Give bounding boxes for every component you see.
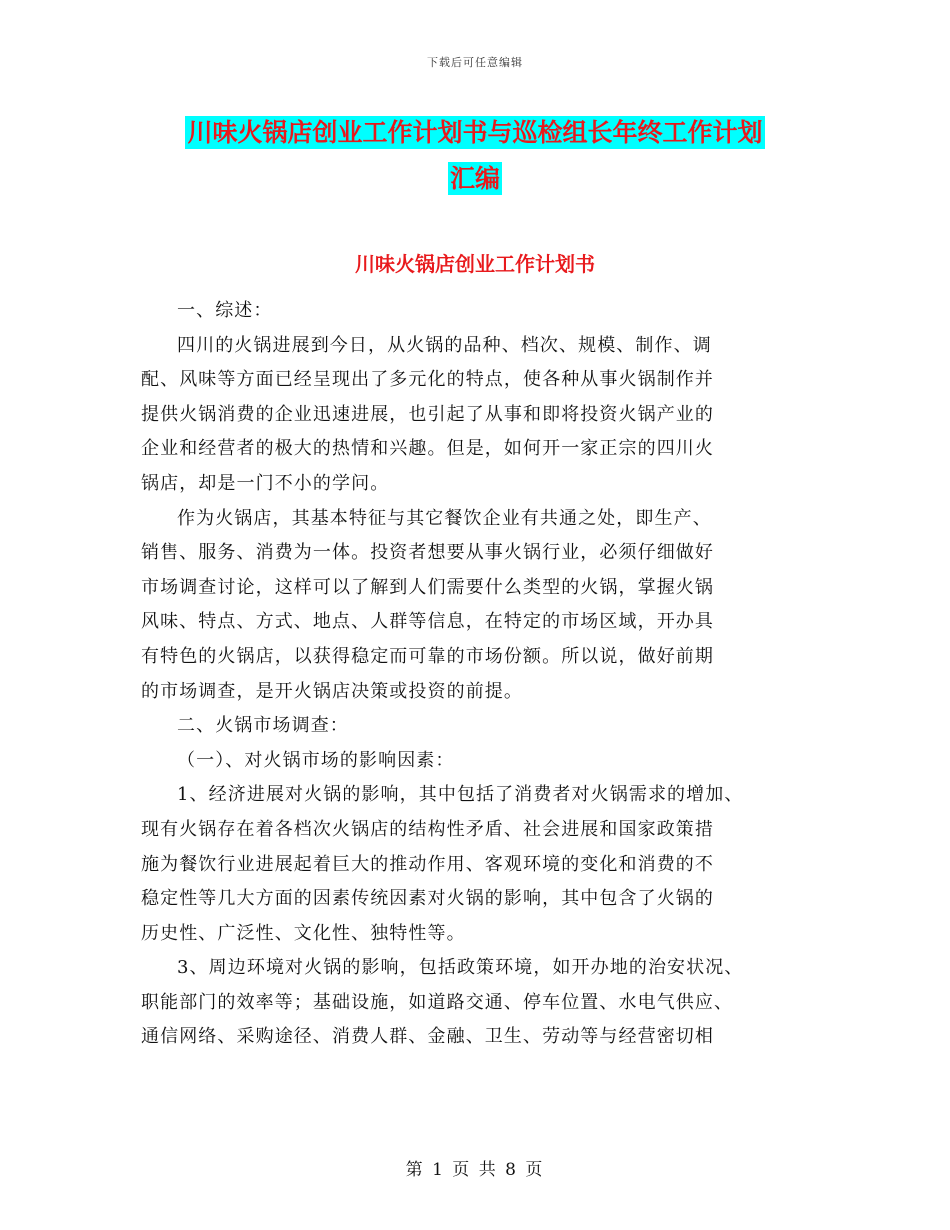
document-title-text-1: 川味火锅店创业工作计划书与巡检组长年终工作计划: [187, 118, 763, 147]
paragraph: [141, 709, 821, 744]
paragraph-line: 市场调查讨论，这样可以了解到人们需要什么类型的火锅，掌握火锅: [141, 576, 714, 598]
paragraph-line: 职能部门的效率等；基础设施，如道路交通、停车位置、水电气供应、: [141, 991, 734, 1013]
paragraph-line: 配、风味等方面已经呈现出了多元化的特点，使各种从事火锅制作并: [141, 369, 714, 391]
paragraph-line: 稳定性等几大方面的因素传统因素对火锅的影响，其中包含了火锅的: [141, 888, 714, 910]
paragraph-line: 锅店，却是一门不小的学问。: [141, 472, 390, 494]
paragraph: [141, 294, 821, 329]
document-title-line-1: [0, 110, 950, 156]
body-text: [141, 294, 821, 1055]
paragraph-line: 风味、特点、方式、地点、人群等信息，在特定的市场区域，开办具: [141, 611, 714, 633]
paragraph: [141, 951, 821, 1055]
paragraph-line: 一、综述：: [177, 300, 273, 321]
section-title: 川味火锅店创业工作计划书: [355, 252, 595, 276]
paragraph: [141, 502, 821, 710]
paragraph-line: 现有火锅存在着各档次火锅店的结构性矛盾、社会进展和国家政策措: [141, 818, 714, 840]
paragraph-line: 企业和经营者的极大的热情和兴趣。但是，如何开一家正宗的四川火: [141, 438, 714, 460]
document-title-text-2: 汇编: [449, 164, 500, 193]
paragraph: [141, 329, 821, 502]
document-title-line-2: [0, 156, 950, 202]
paragraph-line: 销售、服务、消费为一体。投资者想要从事火锅行业，必须仔细做好: [141, 542, 714, 564]
paragraph: [141, 778, 821, 951]
paragraph-line: 通信网络、采购途径、消费人群、金融、卫生、劳动等与经营密切相: [141, 1026, 714, 1048]
paragraph-line: 施为餐饮行业进展起着巨大的推动作用、客观环境的变化和消费的不: [141, 853, 714, 875]
paragraph-line: 的市场调查，是开火锅店决策或投资的前提。: [141, 680, 523, 702]
paragraph-line: （一）、对火锅市场的影响因素：: [177, 749, 455, 771]
page-footer: 第 1 页 共 8 页: [405, 1160, 545, 1180]
header-note: 下载后可任意编辑: [427, 56, 523, 69]
paragraph-line: 作为火锅店，其基本特征与其它餐饮企业有共通之处，即生产、: [177, 507, 712, 529]
paragraph-line: 二、火锅市场调查：: [177, 715, 349, 737]
paragraph-line: 历史性、广泛性、文化性、独特性等。: [141, 922, 466, 944]
paragraph-line: 四川的火锅进展到今日，从火锅的品种、档次、规模、制作、调: [177, 334, 712, 356]
paragraph-line: 有特色的火锅店，以获得稳定而可靠的市场份额。所以说，做好前期: [141, 645, 714, 667]
paragraph-line: 1、经济进展对火锅的影响，其中包括了消费者对火锅需求的增加、: [177, 784, 744, 806]
paragraph-line: 提供火锅消费的企业迅速进展，也引起了从事和即将投资火锅产业的: [141, 403, 714, 425]
paragraph: [141, 744, 821, 779]
document-title: [0, 110, 950, 202]
paragraph-line: 3、周边环境对火锅的影响，包括政策环境，如开办地的治安状况、: [177, 957, 744, 979]
